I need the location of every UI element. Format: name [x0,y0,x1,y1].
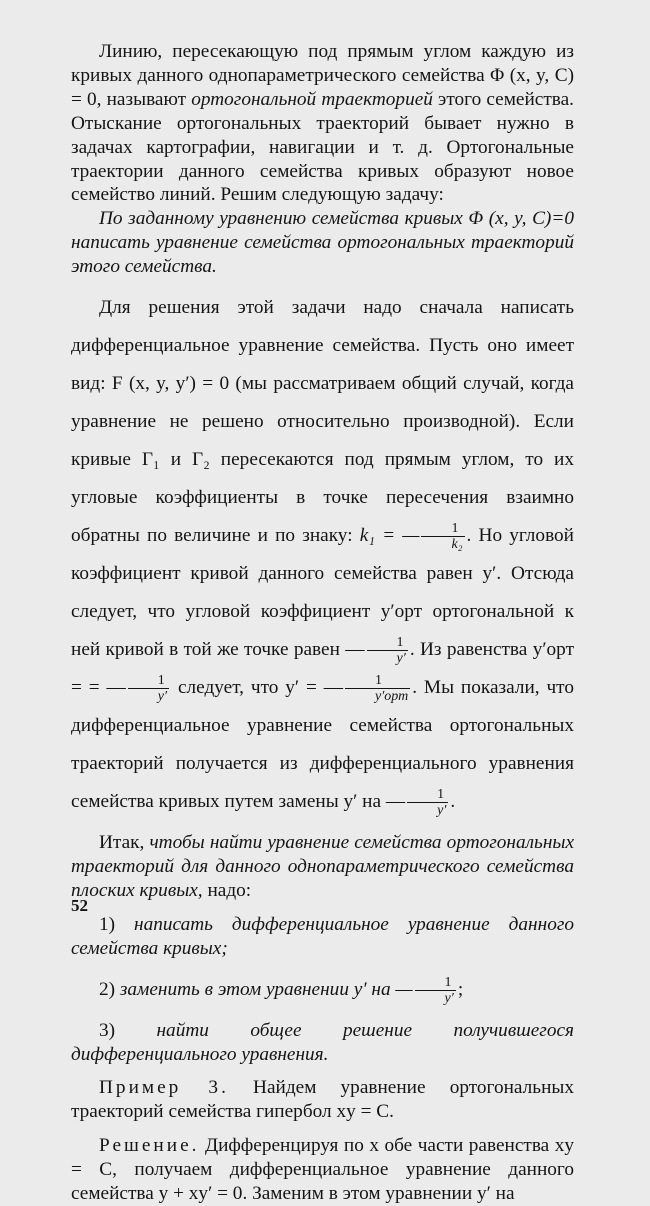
fraction-numerator: 1 [415,975,456,991]
fraction-1-over-y-3 [407,787,448,818]
method-text-e: . Мы показали, что дифференциальное уравнение семейства ортогональных траекторий получается из дифференциального уравнения семейства кривых путем замены y′ на — [71,677,574,813]
step-3 [71,1019,574,1067]
term-orthogonal-trajectory: ортогональной траекторией [191,88,433,110]
intro-text-end: этого семейства. Отыскание ортогональных траекторий бывает нужно в задачах картографии, навигации и т. д. Ортогональные траектории данного семейства кривых образуют новое семейство линий. Решим следующую задачу: [71,88,574,206]
fraction-denominator: y′ [396,651,406,667]
solution-label: Решение. [99,1135,200,1157]
example-label: Пример 3. [99,1077,229,1099]
fraction-denominator: y′ [437,803,447,819]
fraction-numerator: 1 [128,673,169,689]
method-text-f: . [450,791,456,813]
page-number: 52 [71,896,88,915]
method-text-b: . Но угловой коэффициент кривой данного семейства равен y′. Отсюда следует, что угловой коэффициент y′орт ортогональной к ней кривой в той же точке равен — [71,525,574,661]
method-text-c: . Из равенства y′орт = = — [71,639,574,699]
fraction-denominator: k₂ [451,537,463,553]
fraction-1-over-k2 [421,521,464,552]
fraction-denominator: y′орт [375,689,409,705]
solution-method-paragraph [71,289,574,821]
fraction-numerator: 1 [421,521,464,537]
fraction-denominator: y′ [444,990,454,1006]
task-statement: По заданному уравнению семейства кривых Φ (x, y, C)=0 написать уравнение семейства ортогональных траекторий этого семейства. [71,208,574,278]
summary-emphasis: чтобы найти уравнение семейства ортогональных траекторий для данного однопараметрического семейства плоских кривых, [71,832,574,901]
fraction-1-over-y-orth [345,673,410,704]
example-text: Найдем уравнение ортогональных траекторий семейства гипербол xy = C. [71,1077,574,1123]
summary-text-end: надо: [202,879,252,901]
fraction-numerator: 1 [407,787,448,803]
summary-text-start: Итак, [99,832,150,854]
step-number: 3) [99,1019,157,1041]
slope-formula: k₁ = — [359,525,420,547]
step-text: заменить в этом уравнении y′ на — [119,978,413,1000]
intro-paragraph [71,40,574,207]
step-2 [71,971,574,1009]
solution-text: Дифференцируя по x обе части равенства xy = C, получаем дифференциальное уравнение данного семейства y + xy′ = 0. Заменим в этом уравнении y′ на [71,1135,574,1205]
fraction-1-over-y [367,635,408,666]
fraction-numerator: 1 [345,673,410,689]
text-column [71,40,574,1206]
fraction-1-over-y-step [415,975,456,1006]
summary-paragraph [71,831,574,903]
step-number: 1) [99,913,135,935]
method-text-d: следует, что y′ = — [171,677,344,699]
step-text-end: ; [457,978,464,1000]
intro-text: Линию, пересекающую под прямым углом каждую из кривых данного однопараметрического семейства Φ (x, y, C) = 0, называют [71,41,574,110]
step-1 [71,913,574,961]
fraction-1-over-y-2 [128,673,169,704]
solution-paragraph [71,1134,574,1206]
step-text: найти общее решение получившегося дифференциального уравнения. [71,1019,574,1065]
step-text: написать дифференциальное уравнение данного семейства кривых; [71,913,574,959]
method-text-a: Для решения этой задачи надо сначала написать дифференциальное уравнение семейства. Пусть оно имеет вид: F (x, y, y′) = 0 (мы рассматриваем общий случай, когда уравнение не решено относительно производной). Если кривые Γ₁ и Γ₂ пересекаются под прямым углом, то их угловые коэффициенты в точке пересечения взаимно обратны по величине и по знаку: [71,297,574,547]
example-paragraph [71,1076,574,1124]
step-number: 2) [99,978,120,1000]
fraction-denominator: y′ [157,689,168,705]
fraction-numerator: 1 [367,635,408,651]
